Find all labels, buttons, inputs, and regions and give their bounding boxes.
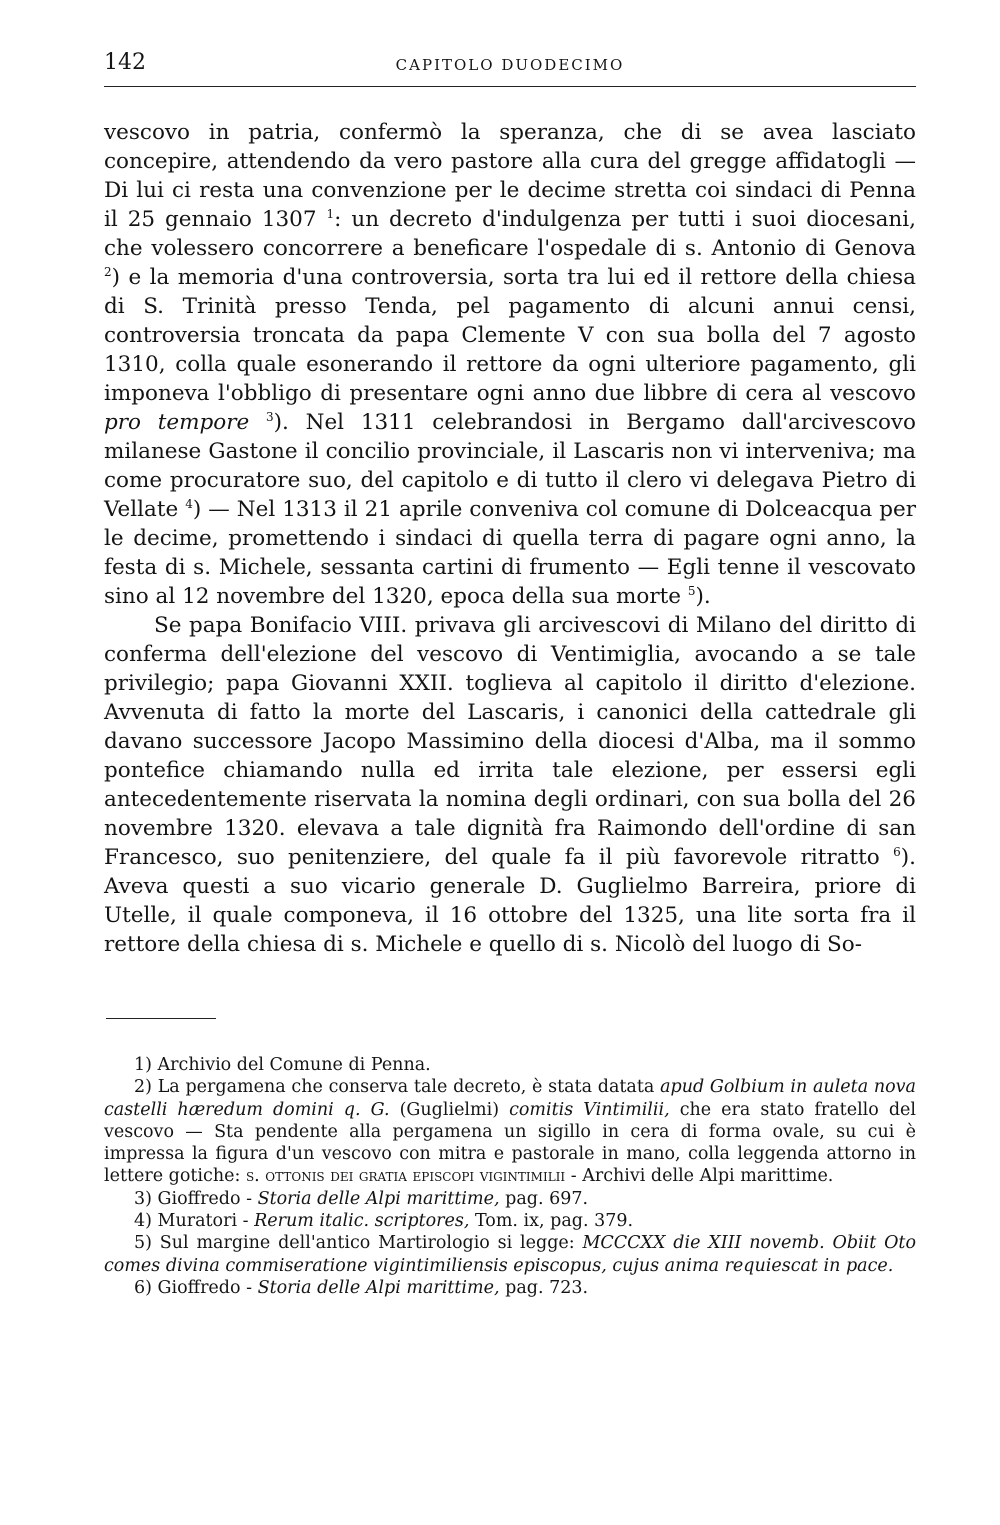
footnote-3-author: 3) Gioffredo -	[134, 1188, 253, 1209]
paragraph-1-text-1: vescovo in patria, confermò la speranza, che di se avea lasciato concepire, attendendo da vero pastore alla cura del gregge affidatogli — Di lui ci resta una convenzione per le decime stretta coi sindaci di Penna il 25 gennaio 1307	[104, 120, 916, 232]
paragraph-1-text-2: : un decreto d'indulgenza per tutti i suoi diocesani, che volessero concorrere a beneficare l'ospedale di s. Antonio di Genova	[104, 207, 916, 261]
footnote-2-italic-b: apud Golbium in auleta nova castelli hæredum domini q. G.	[104, 1077, 916, 1120]
paragraph-1-text-4: ). Nel 1311 celebrandosi in Bergamo dall'arcivescovo milanese Gastone il concilio provinciale, il Lascaris non vi interveniva; ma come procuratore suo, del capitolo e di tutto il clero vi delegava Pietro di Vellate	[104, 410, 916, 522]
footnote-divider	[106, 1018, 216, 1019]
footnotes	[104, 1054, 916, 1299]
footnote-4-author: 4) Muratori -	[134, 1211, 249, 1232]
footnote-ref-6: 6	[893, 844, 901, 859]
footnote-6-author: 6) Gioffredo -	[134, 1277, 253, 1298]
footnote-ref-5: 5	[687, 583, 696, 598]
footnote-3-title: Storia delle Alpi marittime,	[257, 1188, 500, 1209]
footnote-2-text-e: che era stato fratello del vescovo — Sta pendente alla pergamena un sigillo in cera di forma ovale, su cui è impressa la figura d'un vescovo con mitra e pastorale in mano, colla leggenda attorno in lettere gotiche:	[104, 1099, 916, 1187]
running-title: CAPITOLO DUODECIMO	[395, 56, 625, 74]
footnote-5-text: 5) Sul margine dell'antico Martirologio si legge:	[134, 1233, 575, 1254]
paragraph-1-text-3: ) e la memoria d'una controversia, sorta tra lui ed il rettore della chiesa di S. Trinità presso Tenda, pel pagamento di alcuni annui censi, controversia troncata da papa Clemente V con sua bolla del 7 agosto 1310, colla quale esonerando il rettore da ogni ulteriore pagamento, gli imponeva l'obbligo di presentare ogni anno due libbre di cera al vescovo	[104, 265, 916, 406]
page-number: 142	[104, 50, 146, 75]
footnote-2-text-g: - Archivi delle Alpi marittime.	[570, 1166, 834, 1187]
footnote-ref-1: 1	[326, 206, 335, 221]
footnote-2-text-c: (Guglielmi)	[399, 1099, 500, 1120]
paragraph-1	[104, 118, 916, 611]
footnote-ref-2: 2	[104, 264, 112, 279]
paragraph-1-text-6: ).	[695, 584, 711, 609]
page-header	[104, 46, 916, 87]
footnote-2-italic-d: comitis Vintimilii,	[509, 1099, 670, 1120]
footnote-2-text-a: 2) La pergamena che conserva tale decreto, è stata datata	[134, 1077, 655, 1098]
footnote-3-page: pag. 697.	[505, 1188, 589, 1209]
paragraph-2	[104, 611, 916, 959]
paragraph-2-text-1: Se papa Bonifacio VIII. privava gli arcivescovi di Milano del diritto di conferma dell'elezione del vescovo di Ventimiglia, avocando a se tale privilegio; papa Giovanni XXII. toglieva al capitolo il diritto d'elezione. Avvenuta di fatto la morte del Lascaris, i canonici della cattedrale gli davano successore Jacopo Massimino della diocesi d'Alba, ma il sommo pontefice chiamando nulla ed irrita tale elezione, per essersi egli antecedentemente riservata la nomina degli ordinari, con sua bolla del 26 novembre 1320. elevava a tale dignità fra Raimondo dell'ordine di san Francesco, suo penitenziere, del quale fa il più favorevole ritratto	[104, 613, 916, 870]
paragraph-2-text-2: ). Aveva questi a suo vicario generale D. Guglielmo Barreira, priore di Utelle, il quale componeva, il 16 ottobre del 1325, una lite sorta fra il rettore della chiesa di s. Michele e quello di s. Nicolò del luogo di So-	[104, 845, 916, 957]
footnote-4-title: Rerum italic. scriptores,	[254, 1211, 470, 1232]
footnote-ref-4: 4	[185, 496, 193, 511]
main-text	[104, 118, 916, 959]
paragraph-1-text-5: ) — Nel 1313 il 21 aprile conveniva col comune di Dolceacqua per le decime, promettendo i sindaci di quella terra di pagare ogni anno, la festa di s. Michele, sessanta cartini di frumento — Egli tenne il vescovato sino al 12 novembre del 1320, epoca della sua morte	[104, 497, 916, 609]
footnote-1: 1) Archivio del Comune di Penna.	[134, 1055, 431, 1075]
footnote-6	[104, 1277, 916, 1299]
footnote-2-seal-legend: s. ottonis dei gratia episcopi vigintimilii	[245, 1166, 566, 1187]
footnote-6-page: pag. 723.	[505, 1277, 589, 1298]
footnote-4-page: Tom. ix, pag. 379.	[474, 1211, 634, 1232]
footnote-5	[104, 1232, 916, 1277]
footnote-3	[104, 1188, 916, 1210]
footnote-4	[104, 1210, 916, 1232]
footnote-ref-3: 3	[266, 409, 274, 424]
paragraph-1-italic-pro-tempore: pro tempore	[104, 410, 250, 435]
footnote-5-quote: MCCCXX die XIII novemb. Obiit Oto comes divina commiseratione vigintimiliensis episcopus, cujus anima requiescat in pace.	[104, 1233, 916, 1276]
footnote-2	[104, 1076, 916, 1187]
footnote-6-title: Storia delle Alpi marittime,	[257, 1277, 500, 1298]
